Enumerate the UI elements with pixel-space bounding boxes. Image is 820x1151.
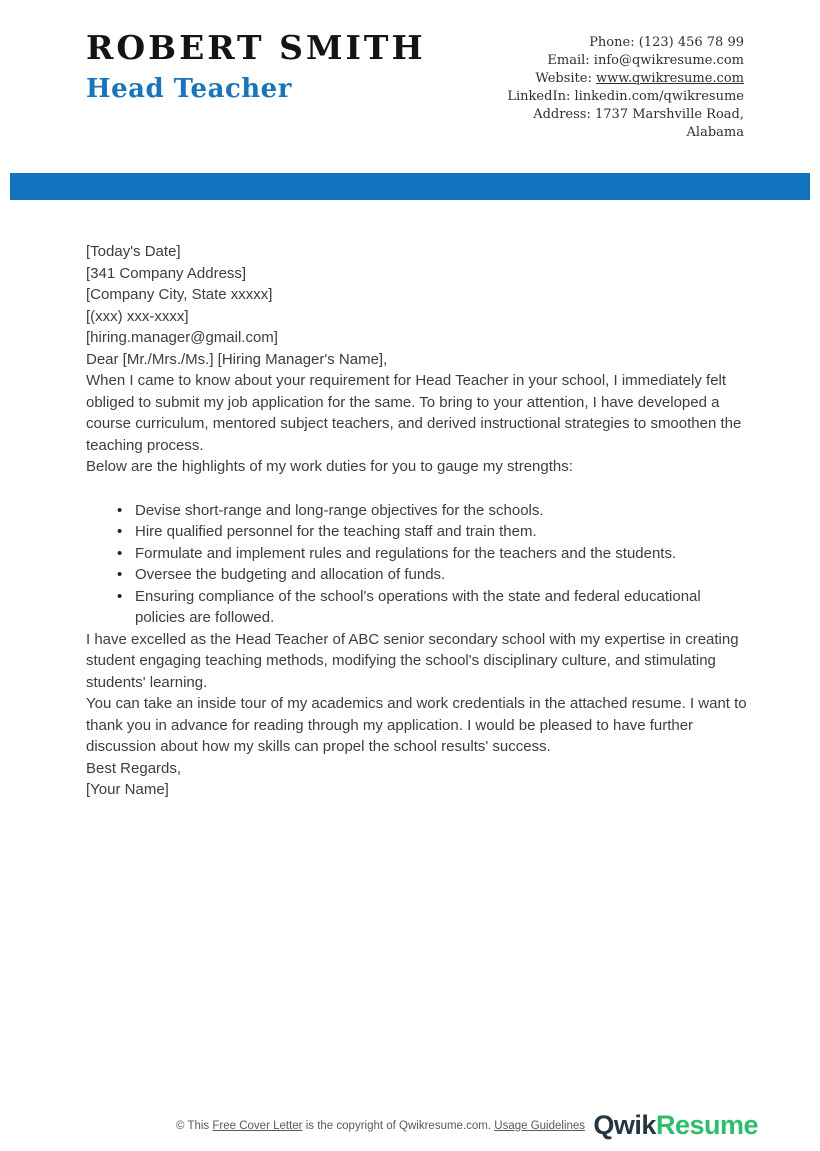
signoff-name-placeholder: [Your Name] bbox=[86, 781, 169, 798]
paragraph-intro: When I came to know about your requirement for Head Teacher in your school, I immediately felt obliged to submit my job application for the same. To bring to your attention, I have developed a course curriculum, mentored subject teachers, and derived instructional strategies to smoothen the teaching process. bbox=[86, 372, 742, 454]
duties-list bbox=[86, 500, 748, 629]
recipient-address-line: [341 Company Address] bbox=[86, 264, 247, 282]
date-placeholder: [Today's Date] bbox=[86, 243, 181, 260]
signoff bbox=[86, 758, 748, 801]
bullets-intro: Below are the highlights of my work duties for you to gauge my strengths: bbox=[86, 458, 573, 475]
name-block bbox=[86, 30, 426, 104]
page-footer bbox=[0, 1112, 820, 1139]
free-cover-letter-link[interactable]: Free Cover Letter bbox=[212, 1119, 303, 1132]
logo-qwik-text: Qwik bbox=[593, 1110, 656, 1140]
website-link[interactable]: www.qwikresume.com bbox=[596, 71, 744, 86]
letterhead bbox=[0, 0, 820, 142]
copyright-notice: © This Free Cover Letter is the copyright of Qwikresume.com. Usage Guidelines bbox=[176, 1119, 586, 1132]
recipient-address-line: [Company City, State xxxxx] bbox=[86, 286, 273, 303]
paragraph-experience: I have excelled as the Head Teacher of ABC senior secondary school with my expertise in creating student engaging teaching methods, modifying the school's disciplinary culture, and stimulating students' learning. bbox=[86, 630, 739, 691]
person-job-title: Head Teacher bbox=[86, 74, 292, 105]
person-name: ROBERT SMITH bbox=[86, 28, 426, 67]
contact-linkedin: LinkedIn: linkedin.com/qwikresume bbox=[507, 89, 744, 104]
contact-website: Website: www.qwikresume.com bbox=[535, 71, 744, 86]
contact-address: Address: 1737 Marshville Road, Alabama bbox=[533, 107, 744, 140]
duty-item: • Hire qualified personnel for the teaching staff and train them. bbox=[135, 521, 748, 543]
usage-guidelines-link[interactable]: Usage Guidelines bbox=[494, 1119, 586, 1132]
recipient-address-block bbox=[86, 263, 748, 349]
accent-bar bbox=[10, 173, 810, 200]
duty-item: • Oversee the budgeting and allocation of funds. bbox=[135, 564, 748, 586]
contact-email: Email: info@qwikresume.com bbox=[547, 53, 744, 68]
qwikresume-logo bbox=[593, 1112, 758, 1139]
duty-item: • Devise short-range and long-range objectives for the schools. bbox=[135, 500, 748, 522]
letter-body bbox=[0, 200, 820, 801]
duty-item: • Formulate and implement rules and regulations for the teachers and the students. bbox=[135, 543, 748, 565]
salutation: Dear [Mr./Mrs./Ms.] [Hiring Manager's Name], bbox=[86, 350, 388, 368]
logo-resume-text: Resume bbox=[655, 1110, 758, 1140]
paragraph-closing: You can take an inside tour of my academics and work credentials in the attached resume. I want to thank you in advance for reading through my application. I would be pleased to have further discussion about how my skills can propel the school results' success. bbox=[86, 695, 747, 755]
recipient-address-line: [hiring.manager@gmail.com] bbox=[86, 329, 278, 346]
contact-info bbox=[476, 30, 744, 142]
recipient-address-line: [(xxx) xxx-xxxx] bbox=[86, 307, 189, 325]
signoff-regards: Best Regards, bbox=[86, 759, 182, 777]
duty-item: • Ensuring compliance of the school's operations with the state and federal educational policies are followed. bbox=[135, 586, 748, 629]
contact-phone: Phone: (123) 456 78 99 bbox=[589, 35, 744, 50]
